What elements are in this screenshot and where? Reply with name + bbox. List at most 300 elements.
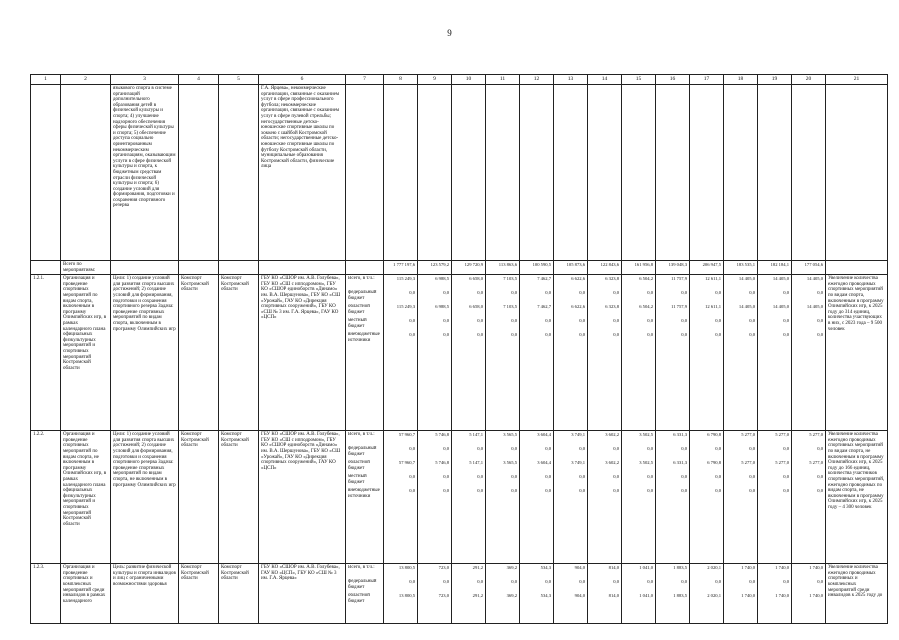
budget-value: 0,0 [409, 332, 415, 338]
budget-value: 0,0 [511, 290, 517, 296]
budget-value: 1 041,0 [639, 565, 653, 571]
budget-values [690, 431, 724, 564]
budget-values [520, 564, 554, 624]
budget-value: 0,0 [409, 488, 415, 494]
event-name: Организация и проведение спортивных мероприятий по видам спорта, включенным в программу Олимпийских игр, в рамках календарного плана официальных физкультурных мероприятий и спортивных мероприятий Костромской области [61, 275, 111, 431]
funding-source: Всего, в т.ч.: [348, 432, 375, 438]
budget-value: 1 740,0 [775, 593, 789, 599]
budget-values [418, 275, 452, 431]
budget-value: 0,0 [443, 332, 449, 338]
budget-values [758, 275, 792, 431]
budget-value: 57 960,7 [398, 460, 415, 466]
budget-value: 115 249,3 [396, 276, 415, 282]
event-name: Организация и проведение спортивных мероприятий по видам спорта, не включенным в программу Олимпийских игр, в рамках календарного плана официальных физкультурных мероприятий и спортивных мероприятий Костромской области [61, 431, 111, 564]
budget-value: 5 277,0 [741, 432, 755, 438]
event-coexecutor: Комспорт Костромской области [219, 275, 259, 431]
budget-value: 6 988,5 [435, 304, 449, 310]
cell-empty [31, 261, 61, 275]
budget-value: 6 323,8 [605, 304, 619, 310]
budget-values [724, 431, 758, 564]
budget-value-list [590, 276, 619, 346]
budget-value: 12 611,1 [705, 304, 721, 310]
column-number: 4 [179, 75, 219, 85]
total-value: 161 956,8 [622, 261, 656, 275]
column-number: 21 [826, 75, 888, 85]
funding-source-list [348, 432, 381, 502]
event-executor: Комспорт Костромской области [179, 564, 219, 624]
budget-value-list [522, 565, 551, 607]
event-result: Увеличение количества ежегодно проводимых спортивных мероприятий по видам спорта, включенным в программу Олимпийских игр, к 2025 году до 314 единиц, количества участвующих в них, с 2023 года – 9 500 человек [826, 275, 888, 431]
budget-value: 0,0 [783, 318, 789, 324]
budget-value: 0,0 [647, 318, 653, 324]
total-value: 139 048,3 [656, 261, 690, 275]
event-executor: Комспорт Костромской области [179, 431, 219, 564]
budget-values [622, 431, 656, 564]
cell-empty [452, 85, 486, 261]
cell-empty [346, 85, 384, 261]
budget-value: 0,0 [749, 474, 755, 480]
budget-values [520, 275, 554, 431]
budget-values [486, 431, 520, 564]
budget-value: 6 790,8 [707, 432, 721, 438]
column-number: 3 [111, 75, 179, 85]
budget-value: 0,0 [749, 318, 755, 324]
budget-value-list [658, 432, 687, 502]
column-number: 14 [588, 75, 622, 85]
budget-values [758, 564, 792, 624]
column-number: 7 [346, 75, 384, 85]
budget-value: 0,0 [681, 290, 687, 296]
budget-value: 5 277,0 [741, 460, 755, 466]
funding-source: Всего, в т.ч.: [348, 276, 375, 282]
budget-value: 0,0 [545, 290, 551, 296]
budget-value-list [454, 565, 483, 607]
funding-source: федеральный бюджет [348, 579, 377, 590]
budget-value: 723,0 [438, 565, 449, 571]
column-number: 13 [554, 75, 588, 85]
total-value: 183 535,1 [724, 261, 758, 275]
budget-value: 0,0 [613, 579, 619, 585]
budget-value: 814,0 [608, 565, 619, 571]
budget-table [30, 74, 888, 624]
budget-value: 1 740,0 [741, 565, 755, 571]
budget-value-list [760, 432, 789, 502]
budget-value: 5 746,8 [435, 460, 449, 466]
budget-value: 534,3 [540, 593, 551, 599]
budget-value: 0,0 [817, 332, 823, 338]
total-label: Всего по мероприятиям: [61, 261, 111, 275]
budget-values [622, 275, 656, 431]
event-goal: Цели: 1) создание условий для развития спорта высших достижений; 2) создание условий для формирования, подготовки и сохранения спортивного резерва Задача: проведение спортивных мероприятий по видам спорта, не включенным в программу Олимпийских игр [111, 431, 179, 564]
budget-value: 6 658,0 [469, 276, 483, 282]
budget-value: 0,0 [443, 290, 449, 296]
event-row [31, 431, 888, 564]
budget-value: 0,0 [817, 474, 823, 480]
budget-value-list [386, 565, 415, 607]
budget-value: 0,0 [715, 488, 721, 494]
cell-empty [61, 85, 111, 261]
budget-value: 6 790,8 [707, 460, 721, 466]
cell-empty [384, 85, 418, 261]
budget-value: 0,0 [409, 474, 415, 480]
budget-value-list [420, 432, 449, 502]
cell-empty [826, 261, 888, 275]
cell-empty [792, 85, 826, 261]
budget-value: 0,0 [783, 290, 789, 296]
budget-value: 6 988,5 [435, 276, 449, 282]
cell-empty [111, 261, 179, 275]
funding-source: внебюджетные источники [348, 488, 380, 499]
budget-value: 7 103,5 [503, 304, 517, 310]
total-value: 122 843,6 [588, 261, 622, 275]
budget-value: 1 740,0 [809, 565, 823, 571]
budget-value: 7 103,5 [503, 276, 517, 282]
budget-value: 0,0 [545, 446, 551, 452]
total-value: 105 873,6 [554, 261, 588, 275]
budget-value: 0,0 [545, 332, 551, 338]
column-number: 10 [452, 75, 486, 85]
budget-value: 0,0 [749, 488, 755, 494]
budget-value-list [556, 565, 585, 607]
budget-values [554, 275, 588, 431]
budget-values [588, 564, 622, 624]
budget-values [792, 431, 826, 564]
budget-value: 5 277,0 [775, 460, 789, 466]
budget-value: 5 147,1 [469, 432, 483, 438]
budget-value: 0,0 [511, 318, 517, 324]
budget-value: 0,0 [647, 579, 653, 585]
total-value: 177 054,6 [792, 261, 826, 275]
budget-value: 1 740,0 [809, 593, 823, 599]
budget-value: 0,0 [477, 474, 483, 480]
budget-value: 0,0 [715, 446, 721, 452]
budget-value: 0,0 [681, 488, 687, 494]
event-row [31, 564, 888, 624]
budget-value: 5 147,1 [469, 460, 483, 466]
funding-sources [346, 275, 384, 431]
budget-value: 0,0 [579, 474, 585, 480]
budget-value: 0,0 [511, 488, 517, 494]
budget-value-list [488, 432, 517, 502]
budget-value: 6 504,2 [639, 304, 653, 310]
column-number: 1 [31, 75, 61, 85]
budget-value: 1 041,0 [639, 593, 653, 599]
budget-values [554, 431, 588, 564]
total-value: 129 720,9 [452, 261, 486, 275]
column-number: 9 [418, 75, 452, 85]
cell-empty [418, 85, 452, 261]
budget-value: 0,0 [443, 446, 449, 452]
budget-values [452, 431, 486, 564]
event-number: 1.2.2. [31, 431, 61, 564]
budget-value-list [692, 432, 721, 502]
budget-values [656, 275, 690, 431]
column-number: 6 [259, 75, 346, 85]
column-number: 20 [792, 75, 826, 85]
total-value: 113 863,6 [486, 261, 520, 275]
budget-value: 291,2 [472, 565, 483, 571]
budget-value: 13 800,5 [398, 565, 415, 571]
cell-empty [826, 85, 888, 261]
budget-value: 0,0 [681, 318, 687, 324]
budget-value: 0,0 [545, 579, 551, 585]
funding-source: федеральный бюджет [348, 290, 377, 301]
column-number: 12 [520, 75, 554, 85]
cell-empty [179, 85, 219, 261]
budget-value: 0,0 [817, 290, 823, 296]
cell-empty [179, 261, 219, 275]
budget-value-list [488, 276, 517, 346]
budget-value: 369,2 [506, 565, 517, 571]
budget-value: 3 604,4 [537, 460, 551, 466]
budget-values [384, 564, 418, 624]
budget-value-list [760, 276, 789, 346]
budget-value-list [488, 565, 517, 607]
budget-value-list [658, 565, 687, 607]
cell-empty [690, 85, 724, 261]
total-value: 1 777 197,6 [384, 261, 418, 275]
budget-value: 0,0 [613, 474, 619, 480]
budget-value: 3 602,2 [605, 432, 619, 438]
budget-value: 13 800,5 [398, 593, 415, 599]
budget-value-list [726, 565, 755, 607]
cell-empty [219, 85, 259, 261]
budget-value: 0,0 [647, 290, 653, 296]
event-name: Организация и проведение спортивных и комплексных мероприятий среди инвалидов в рамках календарного [61, 564, 111, 624]
budget-value: 0,0 [511, 474, 517, 480]
budget-value-list [692, 276, 721, 346]
budget-value-list [386, 276, 415, 346]
funding-source: областной бюджет [348, 460, 370, 471]
budget-values [656, 431, 690, 564]
budget-value: 0,0 [579, 579, 585, 585]
column-number: 8 [384, 75, 418, 85]
budget-value: 5 277,0 [775, 432, 789, 438]
total-value: 206 947,5 [690, 261, 724, 275]
budget-value: 0,0 [443, 579, 449, 585]
budget-value: 14 405,0 [738, 276, 755, 282]
event-goal: Цели: 1) создание условий для развития спорта высших достижений; 2) создание условий для формирования, подготовки и сохранения спортивного резерва Задача: проведение спортивных мероприятий по видам спорта, включенным в программу Олимпийских игр [111, 275, 179, 431]
budget-values [452, 564, 486, 624]
budget-value-list [590, 565, 619, 607]
budget-value: 3 602,2 [605, 460, 619, 466]
cell-empty [588, 85, 622, 261]
budget-value: 11 757,9 [671, 304, 687, 310]
budget-value-list [624, 432, 653, 502]
budget-value-list [454, 432, 483, 502]
budget-value: 0,0 [579, 488, 585, 494]
budget-value: 904,0 [574, 593, 585, 599]
budget-value: 3 502,5 [639, 460, 653, 466]
budget-value: 0,0 [613, 318, 619, 324]
budget-value: 0,0 [613, 446, 619, 452]
budget-value: 6 331,3 [673, 432, 687, 438]
column-number-row [31, 75, 888, 85]
budget-value-list [794, 432, 823, 502]
budget-value: 0,0 [443, 488, 449, 494]
continuation-row [31, 85, 888, 261]
budget-value: 2 020,1 [707, 593, 721, 599]
funding-source-list [348, 276, 381, 346]
budget-value: 57 960,7 [398, 432, 415, 438]
funding-sources [346, 431, 384, 564]
budget-value: 6 331,3 [673, 460, 687, 466]
budget-value: 0,0 [715, 290, 721, 296]
budget-value: 0,0 [443, 318, 449, 324]
budget-value: 0,0 [783, 474, 789, 480]
budget-value-list [556, 276, 585, 346]
budget-value: 0,0 [511, 446, 517, 452]
budget-value: 3 604,4 [537, 432, 551, 438]
budget-value: 14 405,0 [772, 304, 789, 310]
budget-value: 0,0 [715, 318, 721, 324]
budget-values [588, 431, 622, 564]
budget-value-list [624, 565, 653, 607]
budget-value: 0,0 [681, 474, 687, 480]
budget-value: 534,3 [540, 565, 551, 571]
budget-value: 14 405,0 [806, 276, 823, 282]
budget-value: 0,0 [477, 579, 483, 585]
event-coexecutor: Комспорт Костромской области [219, 431, 259, 564]
budget-value: 0,0 [749, 579, 755, 585]
budget-value: 0,0 [511, 579, 517, 585]
funding-sources [346, 564, 384, 624]
cell-empty [346, 261, 384, 275]
budget-value: 0,0 [817, 488, 823, 494]
budget-value-list [658, 276, 687, 346]
budget-value: 0,0 [477, 318, 483, 324]
budget-value: 0,0 [647, 474, 653, 480]
column-number: 11 [486, 75, 520, 85]
column-number: 2 [61, 75, 111, 85]
budget-value-list [794, 276, 823, 346]
event-row [31, 275, 888, 431]
budget-value: 1 883,5 [673, 565, 687, 571]
budget-value: 0,0 [477, 446, 483, 452]
budget-values [384, 275, 418, 431]
budget-value: 904,0 [574, 565, 585, 571]
budget-values [690, 564, 724, 624]
budget-value: 11 757,9 [671, 276, 687, 282]
column-number: 18 [724, 75, 758, 85]
budget-value: 0,0 [579, 332, 585, 338]
event-number: 1.2.1. [31, 275, 61, 431]
budget-value: 7 462,7 [537, 276, 551, 282]
budget-values [656, 564, 690, 624]
budget-value: 0,0 [783, 579, 789, 585]
budget-value-list [522, 276, 551, 346]
participants-text: Г.А. Ярцева», некоммерческие организации, связанные с оказанием услуг в сфере профессионального футбола; некоммерческие организации, связанные с оказанием услуг в сфере пулевой стрельбы; негосударственные детско-юношеские спортивные школы по хоккею с шайбой Костромской области; негосударственные детско-юношеские спортивные школы по футболу Костромской области, муниципальные образования Костромской области, физические лица [259, 85, 346, 261]
cell-empty [520, 85, 554, 261]
cell-empty [724, 85, 758, 261]
budget-values [588, 275, 622, 431]
budget-value: 0,0 [477, 290, 483, 296]
budget-values [792, 275, 826, 431]
budget-values [418, 564, 452, 624]
event-participants: ГБУ КО «СШОР им. А.В. Голубева», ГБУ КО «СШ с ипподромом», ГБУ КО «СШОР единоборств «Динамо» им. В.А. Шершунова», ГБУ КО «СШ «Урожай», ГАУ КО «Дирекция спортивных сооружений», ГАУ КО «ЦСП» [259, 431, 346, 564]
event-number: 1.2.3. [31, 564, 61, 624]
budget-value: 0,0 [477, 332, 483, 338]
cell-empty [656, 85, 690, 261]
budget-values [486, 564, 520, 624]
budget-values [418, 431, 452, 564]
budget-value: 0,0 [579, 290, 585, 296]
budget-value-list [556, 432, 585, 502]
cell-empty [259, 261, 346, 275]
cell-empty [486, 85, 520, 261]
budget-value: 0,0 [681, 332, 687, 338]
cell-empty [622, 85, 656, 261]
funding-source: внебюджетные источники [348, 332, 380, 343]
budget-value: 7 462,7 [537, 304, 551, 310]
budget-value-list [760, 565, 789, 607]
budget-value: 0,0 [409, 290, 415, 296]
budget-value: 3 502,5 [639, 432, 653, 438]
budget-value: 14 405,0 [772, 276, 789, 282]
budget-value-list [420, 565, 449, 607]
budget-values [690, 275, 724, 431]
budget-value-list [794, 565, 823, 607]
funding-source: областной бюджет [348, 593, 370, 604]
budget-value-list [386, 432, 415, 502]
budget-values [554, 564, 588, 624]
budget-value: 3 749,1 [571, 432, 585, 438]
budget-value: 0,0 [613, 488, 619, 494]
budget-value: 0,0 [715, 579, 721, 585]
column-number: 16 [656, 75, 690, 85]
budget-value: 0,0 [783, 446, 789, 452]
budget-value: 0,0 [613, 290, 619, 296]
budget-value: 6 323,8 [605, 276, 619, 282]
budget-value: 0,0 [579, 446, 585, 452]
budget-value: 14 405,0 [738, 304, 755, 310]
budget-values [486, 275, 520, 431]
budget-values [758, 431, 792, 564]
budget-value: 6 658,0 [469, 304, 483, 310]
budget-value: 0,0 [613, 332, 619, 338]
event-participants: ГБУ КО «СШОР им. А.В. Голубева», ГБУ КО «СШ с ипподромом», ГБУ КО «СШОР единоборств «Динамо» им. В.А. Шершунова», ГБУ КО «СШ «Урожай», ГАУ КО «Дирекция спортивных сооружений», ГБУ КО «СШ № 3 им. Г.А. Ярцева», ГАУ КО «ЦСП» [259, 275, 346, 431]
column-number: 15 [622, 75, 656, 85]
budget-value: 0,0 [409, 318, 415, 324]
budget-value-list [624, 276, 653, 346]
budget-values [452, 275, 486, 431]
budget-value: 0,0 [477, 488, 483, 494]
event-goal: Цель: развитие физической культуры и спорта инвалидов и лиц с ограниченными возможностями здоровья [111, 564, 179, 624]
budget-values [724, 275, 758, 431]
budget-value: 0,0 [511, 332, 517, 338]
cell-empty [219, 261, 259, 275]
budget-value: 0,0 [545, 318, 551, 324]
budget-value: 0,0 [715, 332, 721, 338]
budget-value: 6 622,6 [571, 276, 585, 282]
budget-value: 0,0 [545, 474, 551, 480]
budget-value: 0,0 [579, 318, 585, 324]
budget-value: 0,0 [681, 446, 687, 452]
funding-source-list [348, 565, 381, 607]
goal-text: языкового спорта в системе организаций дополнительного образования детей в физической культуры и спорта; 4) улучшение надзорного обеспечения сферы физической культуры и спорта; 5) обеспечение доступа социально ориентированным некоммерческим организациям, оказывающим услуги в сфере физической культуры и спорта, к бюджетным средствам отрасли физической культуры и спорта; 6) создание условий для формирования, подготовки и сохранения спортивного резерва [111, 85, 179, 261]
budget-value: 0,0 [647, 488, 653, 494]
budget-value: 0,0 [749, 446, 755, 452]
total-value: 182 184,1 [758, 261, 792, 275]
budget-value: 291,2 [472, 593, 483, 599]
total-value: 100 590,5 [520, 261, 554, 275]
event-result: Увеличение количества ежегодно проводимых спортивных и комплексных мероприятий среди инвалидов к 2025 году до [826, 564, 888, 624]
budget-value: 0,0 [409, 446, 415, 452]
budget-value: 0,0 [817, 446, 823, 452]
budget-value: 14 405,0 [806, 304, 823, 310]
budget-value: 6 622,6 [571, 304, 585, 310]
budget-value-list [454, 276, 483, 346]
